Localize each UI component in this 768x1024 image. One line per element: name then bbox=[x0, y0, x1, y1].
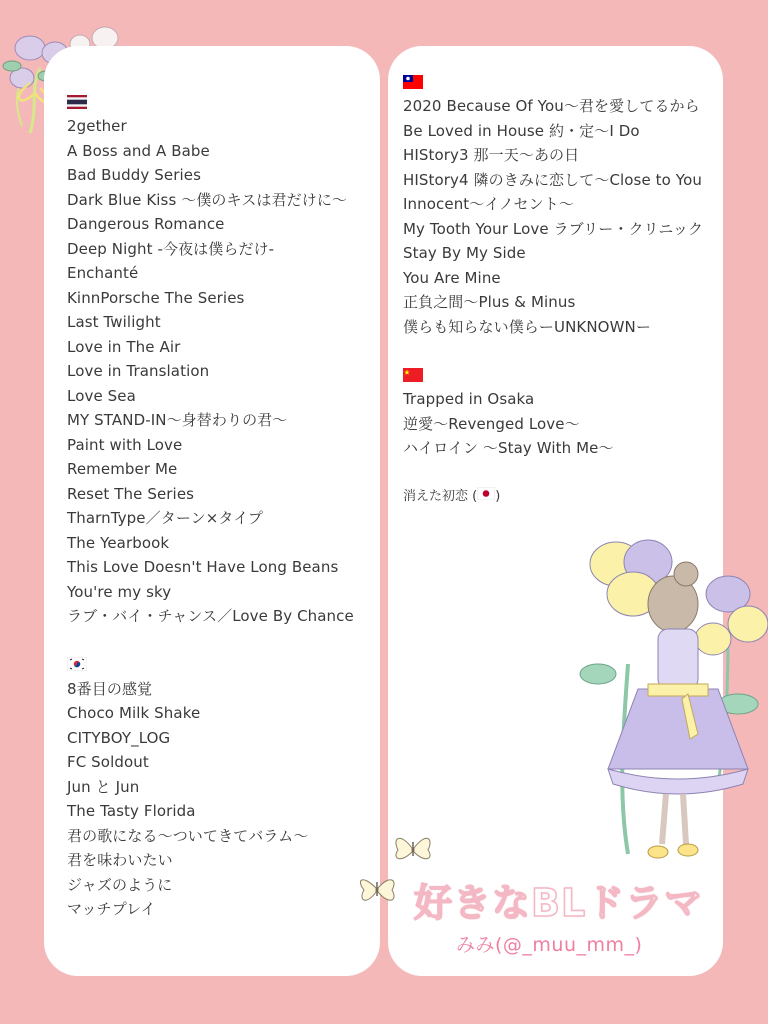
korea-drama-item: The Tasty Florida bbox=[67, 802, 196, 820]
korea-drama-list bbox=[67, 677, 380, 922]
thai-drama-item: Love Sea bbox=[67, 386, 136, 405]
thai-drama-item: Love in The Air bbox=[67, 337, 181, 356]
left-list-card bbox=[44, 46, 380, 976]
thai-drama-item: ラブ・バイ・チャンス／Love By Chance bbox=[67, 607, 354, 625]
thai-drama-item: The Yearbook bbox=[67, 533, 170, 552]
thai-drama-item: MY STAND-IN〜身替わりの君〜 bbox=[67, 411, 288, 429]
japan-flag-icon bbox=[477, 489, 495, 504]
korea-drama-item: 君の歌になる〜ついてきてバラム〜 bbox=[67, 826, 309, 845]
taiwan-drama-item: You Are Mine bbox=[403, 268, 501, 287]
taiwan-drama-item: HIStory3 那一天〜あの日 bbox=[403, 146, 580, 164]
thai-drama-item: Paint with Love bbox=[67, 435, 183, 454]
china-flag-icon bbox=[403, 363, 723, 387]
taiwan-drama-item: My Tooth Your Love ラブリー・クリニック bbox=[403, 219, 704, 238]
page-title: 好きなBLドラマ bbox=[414, 881, 704, 925]
japan-drama-title-suffix: ) bbox=[495, 488, 501, 504]
korea-drama-item: ジャズのように bbox=[67, 875, 173, 894]
girl-with-pansies-illustration bbox=[578, 534, 768, 884]
korea-drama-item: 8番目の感覚 bbox=[67, 679, 153, 698]
taiwan-drama-item: 2020 Because Of You〜君を愛してるから bbox=[403, 97, 700, 115]
korea-flag-icon bbox=[67, 653, 380, 677]
korea-drama-item: マッチプレイ bbox=[67, 900, 156, 918]
taiwan-drama-item: Stay By My Side bbox=[403, 244, 526, 262]
taiwan-drama-item: 僕らも知らない僕らーUNKNOWNー bbox=[403, 317, 651, 336]
thai-drama-item: Last Twilight bbox=[67, 313, 161, 331]
taiwan-drama-item: 正負之間〜Plus & Minus bbox=[403, 293, 576, 311]
thai-drama-item: Remember Me bbox=[67, 460, 178, 478]
china-drama-item: 逆愛〜Revenged Love〜 bbox=[403, 414, 580, 433]
butterfly-icon bbox=[356, 866, 400, 910]
thai-drama-item: This Love Doesn't Have Long Beans bbox=[67, 558, 339, 576]
thai-drama-item: A Boss and A Babe bbox=[67, 141, 210, 160]
korea-drama-item: 君を味わいたい bbox=[67, 851, 173, 869]
thai-drama-item: Deep Night -今夜は僕らだけ- bbox=[67, 239, 275, 258]
taiwan-drama-item: Innocent〜イノセント〜 bbox=[403, 195, 574, 213]
thai-drama-item: Bad Buddy Series bbox=[67, 166, 201, 184]
thai-drama-item: Dangerous Romance bbox=[67, 215, 225, 233]
thailand-flag-icon bbox=[67, 90, 380, 114]
taiwan-drama-item: HIStory4 隣のきみに恋して〜Close to You bbox=[403, 170, 702, 189]
china-drama-item: ハイロイン 〜Stay With Me〜 bbox=[403, 439, 614, 457]
author-credit: みみ(@_muu_mm_) bbox=[456, 934, 643, 956]
thai-drama-item: Love in Translation bbox=[67, 362, 210, 380]
japan-drama-title-prefix: 消えた初恋 ( bbox=[403, 488, 478, 504]
korea-drama-item: Choco Milk Shake bbox=[67, 704, 201, 722]
taiwan-drama-item: Be Loved in House 約・定〜I Do bbox=[403, 121, 640, 140]
korea-drama-item: Jun と Jun bbox=[67, 777, 140, 796]
japan-drama-note bbox=[403, 485, 723, 509]
china-drama-item: Trapped in Osaka bbox=[403, 390, 535, 408]
china-drama-list bbox=[403, 387, 723, 461]
butterfly-icon bbox=[390, 828, 438, 868]
thai-drama-item: KinnPorsche The Series bbox=[67, 288, 245, 307]
thai-drama-list bbox=[67, 114, 380, 629]
thai-drama-item: Dark Blue Kiss 〜僕のキスは君だけに〜 bbox=[67, 190, 348, 209]
taiwan-drama-list bbox=[403, 94, 723, 339]
thai-drama-item: 2gether bbox=[67, 117, 127, 135]
thai-drama-item: Reset The Series bbox=[67, 484, 195, 503]
korea-drama-item: CITYBOY_LOG bbox=[67, 728, 171, 747]
thai-drama-item: You're my sky bbox=[67, 582, 172, 601]
korea-drama-item: FC Soldout bbox=[67, 753, 149, 771]
thai-drama-item: TharnType／ターン×タイプ bbox=[67, 509, 263, 527]
thai-drama-item: Enchanté bbox=[67, 264, 139, 282]
taiwan-flag-icon bbox=[403, 70, 723, 94]
